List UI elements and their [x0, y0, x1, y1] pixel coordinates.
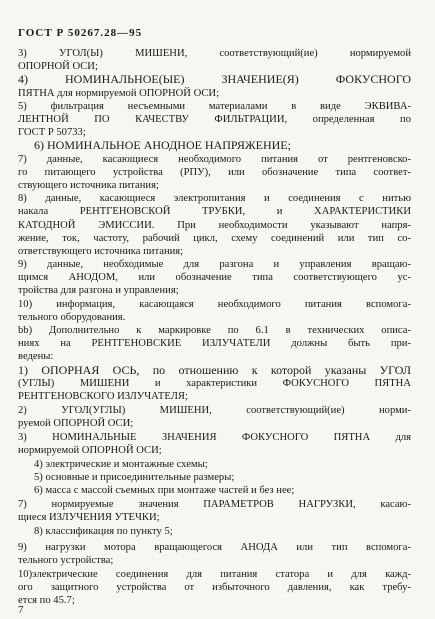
text-line: ствующего источника питания;	[18, 180, 159, 191]
text-line: ОПОРНОЙ ОСИ;	[18, 61, 98, 72]
text-line: щиеся ИЗЛУЧЕНИЯ УТЕЧКИ;	[18, 512, 160, 523]
text-line: 9) данные, необходимые для разгона и управления вращаю-	[18, 259, 411, 270]
text-line: bb) Дополнительно к маркировке по 6.1 в технических описа-	[18, 325, 411, 336]
text-line: 2) УГОЛ(УГЛЫ) МИШЕНИ, соответствующий(ие) норми-	[18, 405, 411, 416]
text-line: 4) электрические и монтажные схемы;	[34, 459, 208, 470]
text-line: РЕНТГЕНОВСКОГО ИЗЛУЧАТЕЛЯ;	[18, 391, 188, 402]
text-line: ГОСТ Р 50733;	[18, 127, 86, 138]
text-line: 6) масса с массой съемных при монтаже частей и без нее;	[34, 485, 295, 496]
text-line: го питающего устройства (РПУ), или обозначение типа соответ-	[18, 167, 411, 178]
text-line: 7) нормируемые значения ПАРАМЕТРОВ НАГРУЗКИ, касаю-	[18, 499, 411, 510]
text-line: КАТОДНОЙ ЭМИССИИ. При необходимости указывают напря-	[18, 220, 411, 231]
text-line: 10) информация, касающаяся необходимого питания вспомога-	[18, 299, 411, 310]
text-line: 9) нагрузки мотора вращающегося АНОДА или тип вспомога-	[18, 542, 411, 553]
text-line: жение, ток, частоту, рабочий цикл, схему соединений или тип со-	[18, 233, 411, 244]
text-line: руемой ОПОРНОЙ ОСИ;	[18, 418, 134, 429]
text-line: 10)электрические соединения для питания статора и для кажд-	[18, 569, 411, 580]
text-line: накала РЕНТГЕНОВСКОЙ ТРУБКИ, и ХАРАКТЕРИСТИКИ	[18, 206, 411, 217]
text-line: ого защитного устройства от избыточного давления, как требу-	[18, 582, 411, 593]
text-line: ведены:	[18, 351, 54, 362]
text-line: 5) основные и присоединительные размеры;	[34, 472, 235, 483]
text-line: ниях на РЕНТГЕНОВСКИЕ ИЗЛУЧАТЕЛИ должны быть при-	[18, 338, 411, 349]
text-line: тельного устройства;	[18, 555, 114, 566]
text-line: 7) данные, касающиеся необходимого питания от рентгеновско-	[18, 154, 411, 165]
text-line: 3) УГОЛ(Ы) МИШЕНИ, соответствующий(ие) нормируемой	[18, 48, 411, 59]
text-line: 3) НОМИНАЛЬНЫЕ ЗНАЧЕНИЯ ФОКУСНОГО ПЯТНА для	[18, 432, 411, 443]
text-line: 8) данные, касающиеся электропитания и соединения с нитью	[18, 193, 411, 204]
text-line: ЛЕНТНОЙ ПО КАЧЕСТВУ ФИЛЬТРАЦИИ, определенная по	[18, 114, 411, 125]
page-number: 7	[18, 604, 24, 616]
text-line: щимся АНОДОМ, или обозначение типа соответствующего ус-	[18, 272, 411, 283]
text-line: нормируемой ОПОРНОЙ ОСИ;	[18, 445, 162, 456]
text-line: 5) фильтрация несъемными материалами в виде ЭКВИВА-	[18, 101, 411, 112]
text-line: ПЯТНА для нормируемой ОПОРНОЙ ОСИ;	[18, 88, 220, 99]
text-line: 4) НОМИНАЛЬНОЕ(ЫЕ) ЗНАЧЕНИЕ(Я) ФОКУСНОГО	[18, 72, 411, 86]
text-line: 6) НОМИНАЛЬНОЕ АНОДНОЕ НАПРЯЖЕНИЕ;	[34, 138, 291, 152]
text-line: тельного оборудования.	[18, 312, 126, 323]
text-line: тройства для разгона и управления;	[18, 285, 179, 296]
text-line: 8) классификация по пункту 5;	[34, 526, 173, 537]
text-line: (УГЛЫ) МИШЕНИ и характеристики ФОКУСНОГО ПЯТНА	[18, 378, 411, 389]
page-header: ГОСТ Р 50267.28—95	[18, 27, 143, 39]
text-line: ответствующего источника питания;	[18, 246, 184, 257]
text-line: ется по 45.7;	[18, 595, 75, 606]
text-line: 1) ОПОРНАЯ ОСЬ, по отношению к которой указаны УГОЛ	[18, 363, 411, 377]
